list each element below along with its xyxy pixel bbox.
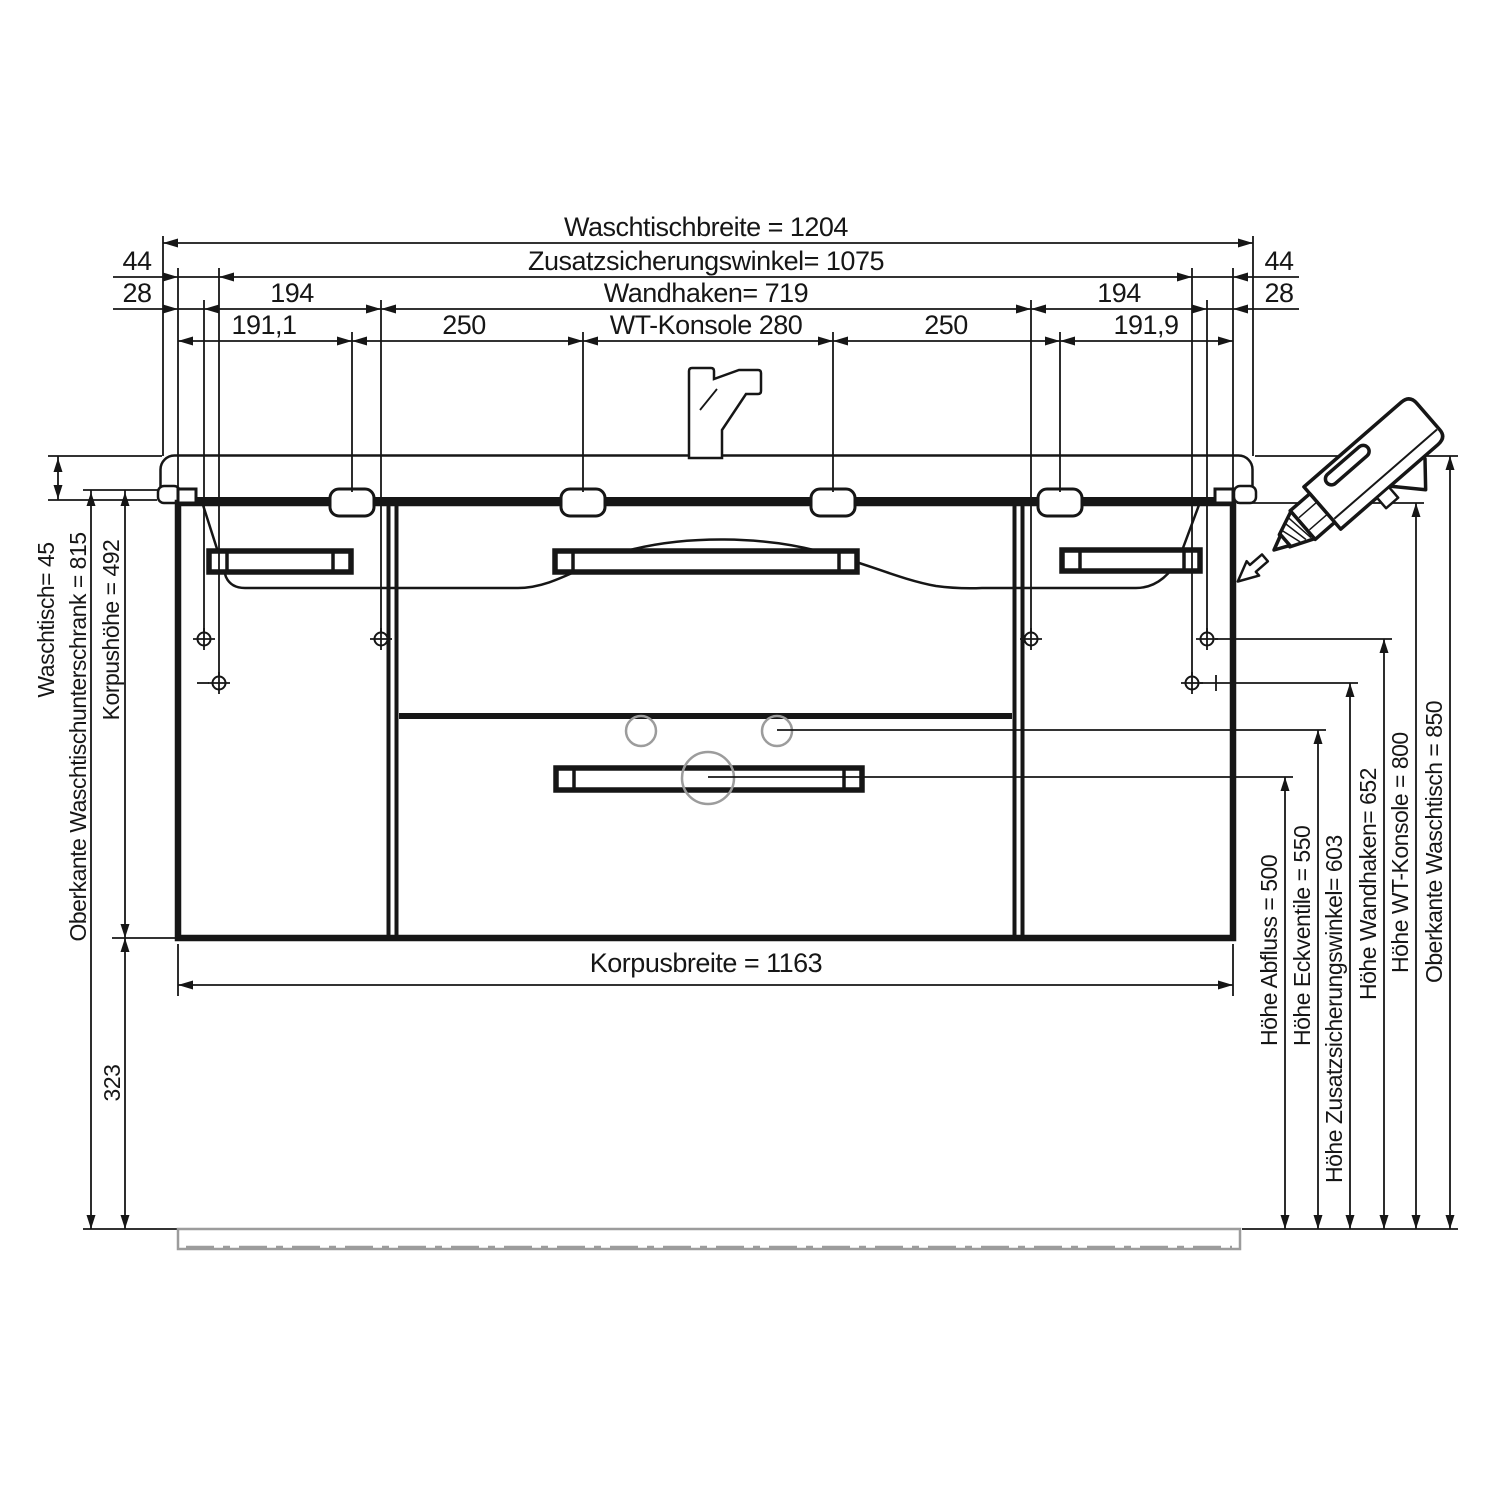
dim-oberkante-waschtisch: Oberkante Waschtisch = 850	[1421, 700, 1447, 983]
right-corner-bracket	[1215, 489, 1233, 503]
wall-hook-markers	[193, 628, 1218, 694]
corner-valve-circle	[626, 716, 656, 746]
dim-191-9: 191,9	[1113, 310, 1179, 340]
dim-wt-konsole: WT-Konsole 280	[609, 310, 803, 340]
washbasin	[158, 456, 1256, 504]
crosshair-icon	[193, 628, 215, 650]
dim-28-right: 28	[1264, 278, 1294, 308]
dim-hoehe-eckventile: Höhe Eckventile = 550	[1289, 825, 1315, 1046]
corner-valve-circle	[762, 716, 792, 746]
handles	[209, 550, 1200, 790]
crosshair-icon	[1196, 628, 1218, 650]
console-clip-icon	[1038, 489, 1082, 516]
lower-drawer-handle	[556, 768, 862, 790]
dim-hoehe-wt-konsole: Höhe WT-Konsole = 800	[1387, 732, 1413, 973]
dim-zusatzsicherungswinkel: Zusatzsicherungswinkel= 1075	[528, 246, 884, 276]
console-clip-icon	[811, 489, 855, 516]
console-clip-icon	[561, 489, 605, 516]
dim-194-left: 194	[270, 278, 314, 308]
dim-oberkante-unterschrank: Oberkante Waschtischunterschrank = 815	[65, 532, 91, 942]
dim-44-right: 44	[1264, 246, 1294, 276]
dim-hoehe-abfluss: Höhe Abfluss = 500	[1256, 854, 1282, 1046]
dim-194-right: 194	[1097, 278, 1141, 308]
left-door-handle	[209, 551, 351, 572]
dim-hoehe-wandhaken: Höhe Wandhaken= 652	[1355, 768, 1381, 1000]
arrow-left-icon	[1232, 551, 1272, 589]
crosshair-icon	[1181, 672, 1203, 694]
console-clip-icon	[330, 489, 374, 516]
dim-wandhaken: Wandhaken= 719	[603, 278, 809, 308]
crosshair-icon	[208, 672, 230, 694]
dim-28-left: 28	[122, 278, 152, 308]
basin-right-lip	[1234, 486, 1256, 503]
upper-drawer-handle	[555, 551, 857, 572]
faucet-icon	[689, 368, 761, 458]
dim-191-1: 191,1	[231, 310, 297, 340]
dim-waschtisch-45: Waschtisch= 45	[33, 542, 59, 698]
dim-korpushoehe: Korpushöhe = 492	[98, 539, 124, 721]
leader-lines	[197, 639, 1392, 777]
dim-korpusbreite: Korpusbreite = 1163	[589, 948, 823, 978]
dim-250-right: 250	[924, 310, 968, 340]
drill-icon	[1219, 395, 1463, 622]
plinth-floor	[178, 1229, 1240, 1249]
left-corner-bracket	[178, 489, 196, 503]
dim-44-left: 44	[122, 246, 152, 276]
dim-hoehe-zusatzsicherungswinkel: Höhe Zusatzsicherungswinkel= 603	[1321, 835, 1347, 1183]
dim-323: 323	[99, 1064, 125, 1102]
right-door-handle	[1062, 550, 1200, 571]
dim-250-left: 250	[442, 310, 486, 340]
dim-waschtischbreite: Waschtischbreite = 1204	[564, 212, 848, 242]
